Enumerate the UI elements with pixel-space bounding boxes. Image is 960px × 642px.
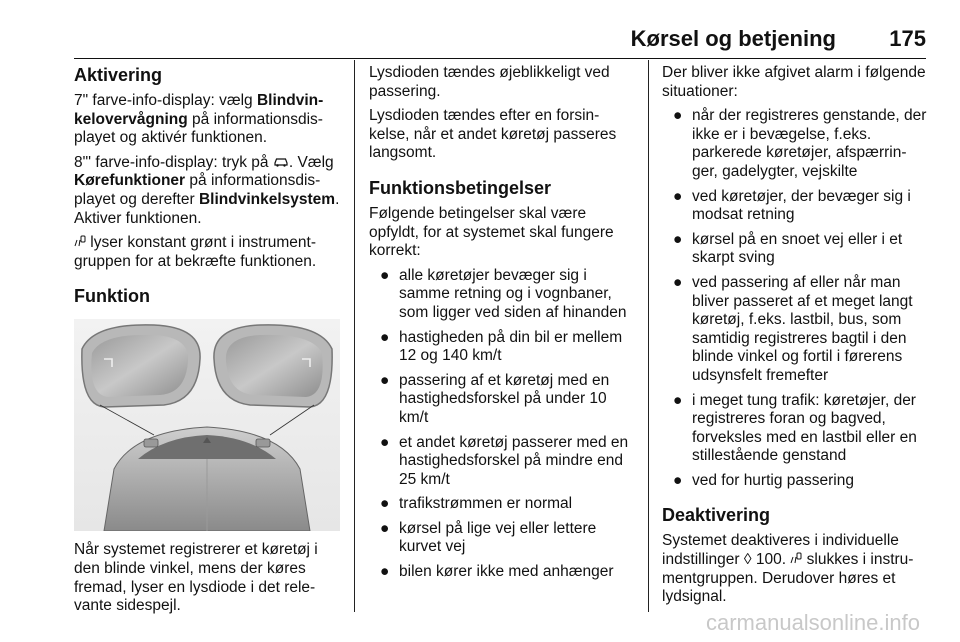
- list-item-text: kørsel på en snoet vej eller i et skarpt sving: [692, 230, 903, 267]
- list-item-text: et andet køretøj passerer med en hastighedsforskel på mindre end 25 km/t: [399, 433, 629, 488]
- bullet: ●: [380, 266, 390, 284]
- mirrors-illustration: [74, 319, 340, 531]
- page-reference-arrow-icon: ◊: [743, 551, 752, 569]
- list-item-text: bilen kører ikke med anhænger: [399, 563, 614, 581]
- bullet: ●: [380, 563, 390, 581]
- list-item-text: trafikstrømmen er normal: [399, 495, 573, 513]
- paragraph-no-alarm-intro: Der bliver ikke afgivet alarm i følgende situationer:: [662, 64, 926, 100]
- paragraph-conditions-intro: Følgende betingelser skal være opfyldt, for at systemet skal fungere korrekt:: [369, 204, 614, 260]
- bullet: ●: [380, 328, 390, 346]
- column-divider-1: [354, 60, 355, 612]
- list-item: [369, 563, 637, 582]
- list-item: [369, 434, 637, 490]
- paragraph-8inch: [74, 154, 342, 228]
- car-settings-icon: [273, 154, 289, 173]
- column-divider-2: [648, 60, 649, 612]
- page-reference-link[interactable]: 100: [755, 551, 782, 569]
- list-item-text: kørsel på lige vej eller lettere kurvet vej: [399, 519, 597, 556]
- list-item: [662, 231, 932, 268]
- paragraph-deactivation: [662, 532, 932, 606]
- column-1: [74, 64, 342, 622]
- paragraph-function: Når systemet registrerer et køretøj i den blinde vinkel, mens der køres fremad, lyser en lysdiode i det rele-vante sidespejl.: [74, 541, 318, 615]
- watermark: carmanualsonline.info: [705, 610, 920, 635]
- heading-activation: Aktivering: [74, 65, 163, 85]
- list-item: [369, 267, 637, 323]
- bullet: ●: [673, 230, 683, 248]
- text: .: [781, 551, 791, 569]
- list-item: [369, 520, 637, 557]
- bullet: ●: [380, 433, 390, 451]
- list-item-text: hastigheden på din bil er mellem 12 og 140 km/t: [399, 328, 623, 365]
- list-item: [662, 188, 932, 225]
- list-item: [662, 392, 932, 466]
- list-item-text: i meget tung trafik: køretøjer, der registreres foran og bagved, forveksles med en lastbil eller en stillestående genstand: [692, 391, 917, 465]
- list-item-text: passering af et køretøj med en hastighedsforskel på under 10 km/t: [399, 371, 610, 426]
- bullet: ●: [380, 495, 390, 513]
- text: . Vælg: [288, 153, 334, 171]
- menu-term: Blindvin-kelovervågning: [74, 92, 324, 128]
- page-number: 175: [889, 26, 926, 51]
- heading-deactivation: Deaktivering: [662, 505, 771, 526]
- text: Systemet deaktiveres i individuelle indstillinger: [662, 532, 899, 569]
- text: på informationsdis-playet og derefter: [74, 172, 321, 208]
- text: 8"' farve-info-display: tryk på: [74, 153, 273, 171]
- column-2: [369, 64, 637, 588]
- text: lyser konstant grønt i instrument-gruppen for at bekræfte funktionen.: [74, 234, 317, 270]
- text: slukkes i instru-mentgruppen. Derudover høres et lydsignal.: [662, 551, 914, 606]
- paragraph-led-delay: Lysdioden tændes efter en forsin-kelse, når et andet køretøj passeres langsomt.: [369, 107, 617, 162]
- bullet: ●: [673, 391, 683, 409]
- heading-function: Funktion: [74, 286, 150, 307]
- paragraph-indicator: [74, 234, 342, 271]
- list-item-text: når der registreres genstande, der ikke er i bevægelse, f.eks. parkerede køretøjer, afspærrin-ger, gadelygter, vejskilte: [692, 107, 927, 180]
- blind-spot-icon: [74, 234, 86, 253]
- bullet: ●: [673, 273, 683, 291]
- bullet: ●: [673, 107, 683, 125]
- bullet: ●: [380, 519, 390, 537]
- no-alarm-list: [662, 107, 932, 490]
- list-item-text: ved køretøjer, der bevæger sig i modsat retning: [692, 187, 911, 224]
- column-3: [662, 64, 932, 613]
- bullet: ●: [380, 371, 390, 389]
- list-item: [369, 372, 637, 428]
- text: på informationsdis-playet og aktivér funktionen.: [74, 110, 323, 147]
- list-item: [662, 274, 932, 386]
- text: 7" farve-info-display: vælg: [74, 92, 257, 109]
- menu-term: Kørefunktioner: [74, 172, 186, 190]
- list-item: [662, 472, 932, 491]
- text: . Aktiver funktionen.: [74, 190, 340, 227]
- page-header: [74, 22, 926, 56]
- conditions-list: [369, 267, 637, 582]
- list-item: [369, 329, 637, 366]
- bullet: ●: [673, 471, 683, 489]
- list-item-text: ved for hurtig passering: [692, 471, 854, 489]
- list-item: [369, 495, 637, 514]
- header-divider: [74, 58, 926, 59]
- menu-term: Blindvinkelsystem: [198, 190, 336, 208]
- bullet: ●: [673, 187, 683, 205]
- blind-spot-icon: [790, 551, 802, 570]
- list-item-text: ved passering af eller når man bliver passeret af et meget langt køretøj, f.eks. lastbil, bus, som samtidig registreres bagtil i den blinde vinkel og fortil i førerens udsynsfelt fremefter: [692, 273, 913, 384]
- heading-conditions: Funktionsbetingelser: [369, 177, 552, 198]
- page-title: Kørsel og betjening: [630, 26, 836, 51]
- list-item: [662, 107, 932, 181]
- list-item-text: alle køretøjer bevæger sig i samme retning og i vognbaner, som ligger ved siden af hinanden: [399, 266, 627, 321]
- paragraph-7inch: [74, 92, 342, 148]
- paragraph-led-instant: Lysdioden tændes øjeblikkeligt ved passering.: [369, 64, 610, 100]
